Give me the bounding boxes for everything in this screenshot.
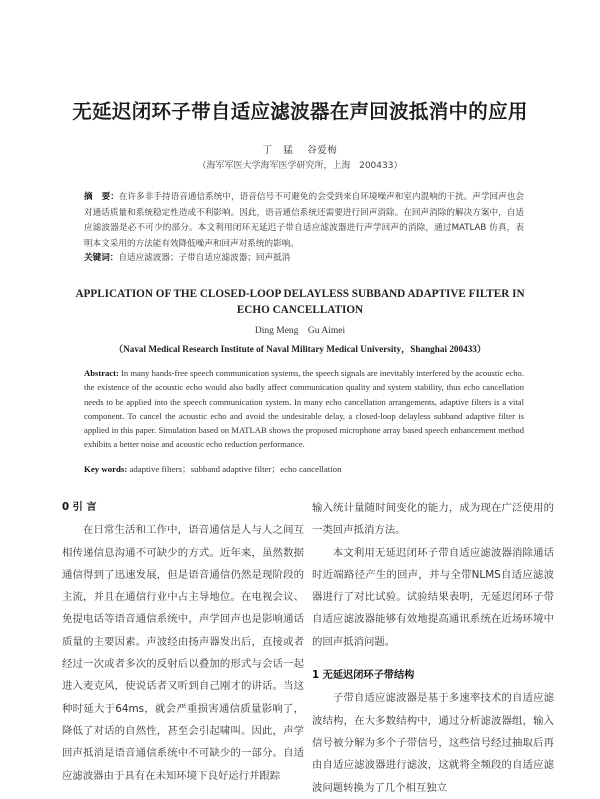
section-0-paragraph-2: 本文利用无延迟闭环子带自适应滤波器消除通话时近端路径产生的回声，并与全带NLMS自适应滤波器进行了对比试验。试验结果表明，无延迟闭环子带自适应滤波器能够有效地提高通讯系统在近场环境中的回声抵消问题。 <box>312 546 554 648</box>
affiliation-en: （Naval Medical Research Institute of Naval Military Medical University，Shanghai 200433） <box>113 344 487 354</box>
authors-cn: 丁 猛 谷爱梅 <box>262 145 338 156</box>
keywords-en <box>84 462 524 475</box>
affiliation-cn: （海军军医大学海军医学研究所，上海 200433） <box>197 161 403 171</box>
abstract-cn-label: 摘 要： <box>84 192 119 202</box>
keywords-cn-text: 自适应滤波器；子带自适应滤波器；回声抵消 <box>118 253 291 263</box>
abstract-en-text: In many hands-free speech communication systems, the speech signals are inevitably interfered by the acoustic echo. the existence of the acoustic echo would also badly affect communication quality and system stability, thus echo cancellation needs to be applied into the speech communication system. In many echo cancellation arrangements, adaptive filters is a vital component. To cancel the acoustic echo and avoid the undesirable delay, a closed-loop delayless subband adaptive filter is applied in this paper. Simulation based on MATLAB shows the proposed microphone array based speech enhancement method exhibits a better noise and acoustic echo reduction performance. <box>84 368 524 450</box>
section-0-heading: 0 引 言 <box>62 502 97 513</box>
paper-title-en: APPLICATION OF THE CLOSED-LOOP DELAYLESS SUBBAND ADAPTIVE FILTER IN ECHO CANCELLATION <box>75 288 525 316</box>
section-1-heading: 1 无延迟闭环子带结构 <box>312 670 415 682</box>
authors-en: Ding Meng Gu Aimei <box>254 326 346 336</box>
section-0-paragraph-1-continued: 输入统计量随时间变化的能力，成为现在广泛使用的一类回声抵消方法。 <box>312 502 554 537</box>
section-0-paragraph-1: 在日常生活和工作中，语音通信是人与人之间互相传递信息沟通不可缺少的方式。近年来，虽然数据通信得到了迅速发展，但是语音通信仍然是现阶段的主流，并且在通信行业中占主导地位。在电视会议、免提电话等语音通信系统中，声学回声也是影响通话质量的主要因素。声波经由扬声器发出后，直接或者经过一次或者多次的反射后以叠加的形式与会话一起进入麦克风，使说话者又听到自己刚才的讲话。当这种时延大于64ms，就会严重损害通信质量影响了，降低了对话的自然性，甚至会引起啸叫。因此，声学回声抵消是语音通信系统中不可缺少的一部分。自适应滤波器由于具有在未知环境下良好运行并跟踪 <box>62 524 304 782</box>
keywords-en-label: Key words: <box>84 464 128 474</box>
abstract-cn <box>84 190 524 252</box>
abstract-en-label: Abstract: <box>84 368 119 378</box>
body-column-right <box>312 497 554 799</box>
body-column-left <box>62 497 304 787</box>
keywords-cn-label: 关键词： <box>84 253 119 263</box>
abstract-cn-text: 在许多非手持语音通信系统中，语音信号不可避免的会受到来自环境噪声和室内混响的干扰。声学回声也会对通话质量和系统稳定性造成不利影响。因此，语音通信系统还需要进行回声消除。在回声消除的解决方案中，自适应滤波器是必不可少的部分。本文利用闭环无延迟子带自适应滤波器进行声学回声的消除，通过MATLAB 仿真，表明本文采用的方法能有效降低噪声和回声对系统的影响。 <box>84 192 524 249</box>
section-1-paragraph-1: 子带自适应滤波器是基于多速率技术的自适应滤波结构，在大多数结构中，通过分析滤波器组，输入信号被分解为多个子带信号，这些信号经过抽取后再由自适应滤波器进行滤波，这就将全频段的自适应滤波问题转换为了几个相互独立 <box>312 692 554 794</box>
paper-title-cn: 无延迟闭环子带自适应滤波器在声回波抵消中的应用 <box>72 100 528 123</box>
keywords-cn <box>84 251 524 263</box>
abstract-en <box>84 366 524 452</box>
keywords-en-text: adaptive filters；subband adaptive filter；echo cancellation <box>127 464 342 474</box>
